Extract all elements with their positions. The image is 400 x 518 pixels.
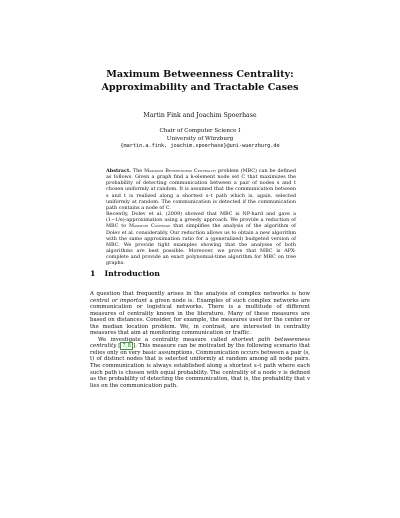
section-number: 1	[90, 269, 96, 278]
affiliation	[50, 128, 350, 151]
title-line-1: Maximum Betweenness Centrality:	[106, 69, 294, 80]
abstract-text: problem (MBC) can be defined as follows. Given a graph find a k-element node set C that maximizes the probability of detecting communication between a pair of nodes s and t chosen uniformly at random. It is assumed that the communication between s and t is realized along a shortest s–t path which is, again, selected uniformly at random. The communication is detected if the communication path contains a node of C.	[106, 168, 296, 211]
body-text: . This measure can be motivated by the following scenario that relies only on very basic assumptions. Communication occurs between a pair (s, t) of distinct nodes that is selected uniformly at random among all node pairs. The communication is always established along a shortest s–t path where each such path is chosen with equal probability. The centrality of a node v is defined as the probability of detecting the communication, that is, the probability that v lies on the communication path.	[90, 343, 310, 389]
abstract-label: Abstract.	[106, 168, 131, 174]
abstract-paragraph-1	[106, 168, 296, 211]
emphasis: shortest path betweenness centrality	[90, 336, 310, 350]
abstract	[106, 168, 296, 267]
section-heading	[90, 269, 160, 278]
emphasis: central or important	[90, 297, 148, 304]
section-title: Introduction	[104, 269, 160, 278]
citation-link[interactable]: 7,8	[122, 343, 131, 350]
author-emails: {martin.a.fink, joachim.spoerhase}@uni-wuerzburg.de	[120, 143, 280, 150]
intro-paragraph-1	[90, 291, 310, 337]
body-text: a given node is. Examples of such complex networks are communication or logistical networks. There is a multitude of different measures of centrality known in the literature. Many of these measures are based on distances. Consider, for example, the measures used for the center or the median location problem. We, in contrast, are interested in centrality measures that aim at monitoring communication or traffic.	[90, 297, 310, 337]
problem-name: Maximum Betweenness Centrality	[144, 168, 217, 174]
title-line-2: Approximability and Tractable Cases	[101, 82, 299, 93]
introduction-body	[90, 291, 310, 389]
body-text: A question that frequently arises in the analysis of complex networks is how	[90, 291, 310, 297]
abstract-text: The	[132, 168, 145, 174]
affiliation-chair: Chair of Computer Science I	[159, 128, 241, 134]
abstract-text: Recently, Dolev et al. (2009) showed that MBC is NP-hard and gave a (1−1/e)-approximation using a greedy approach. We provide a reduction of MBC to	[106, 211, 296, 230]
intro-paragraph-2: We investigate a centrality measure called shortest path betweenness centrality [ 7,8 ]. This measure can be motivated by the following scenario that relies only on very basic assumptions. Communication occurs between a pair (s, t) of distinct nodes that is selected uniformly at random among all node pairs. The communication is always established along a shortest s–t path where each such path is chosen with equal probability. The centrality of a node v is defined as the probability of detecting the communication, that is, the probability that v lies on the communication path.	[90, 336, 310, 389]
paper-title	[50, 68, 350, 94]
abstract-paragraph-2	[106, 211, 296, 266]
authors: Martin Fink and Joachim Spoerhase	[143, 112, 257, 119]
abstract-text: that simplifies the analysis of the algorithm of Dolev et al. considerably. Our reduction allows us to obtain a new algorithm with the same approximation ratio for a (generalized) budgeted version of MBC. We provide tight examples showing that the analyses of both algorithms are best possible. Moreover, we prove that MBC is APX-complete and provide an exact polynomial-time algorithm for MBC on tree graphs.	[106, 223, 296, 267]
body-text: We investigate a centrality measure called	[98, 336, 232, 343]
problem-name: Maximum Coverage	[128, 223, 171, 230]
affiliation-university: University of Würzburg	[166, 135, 234, 142]
